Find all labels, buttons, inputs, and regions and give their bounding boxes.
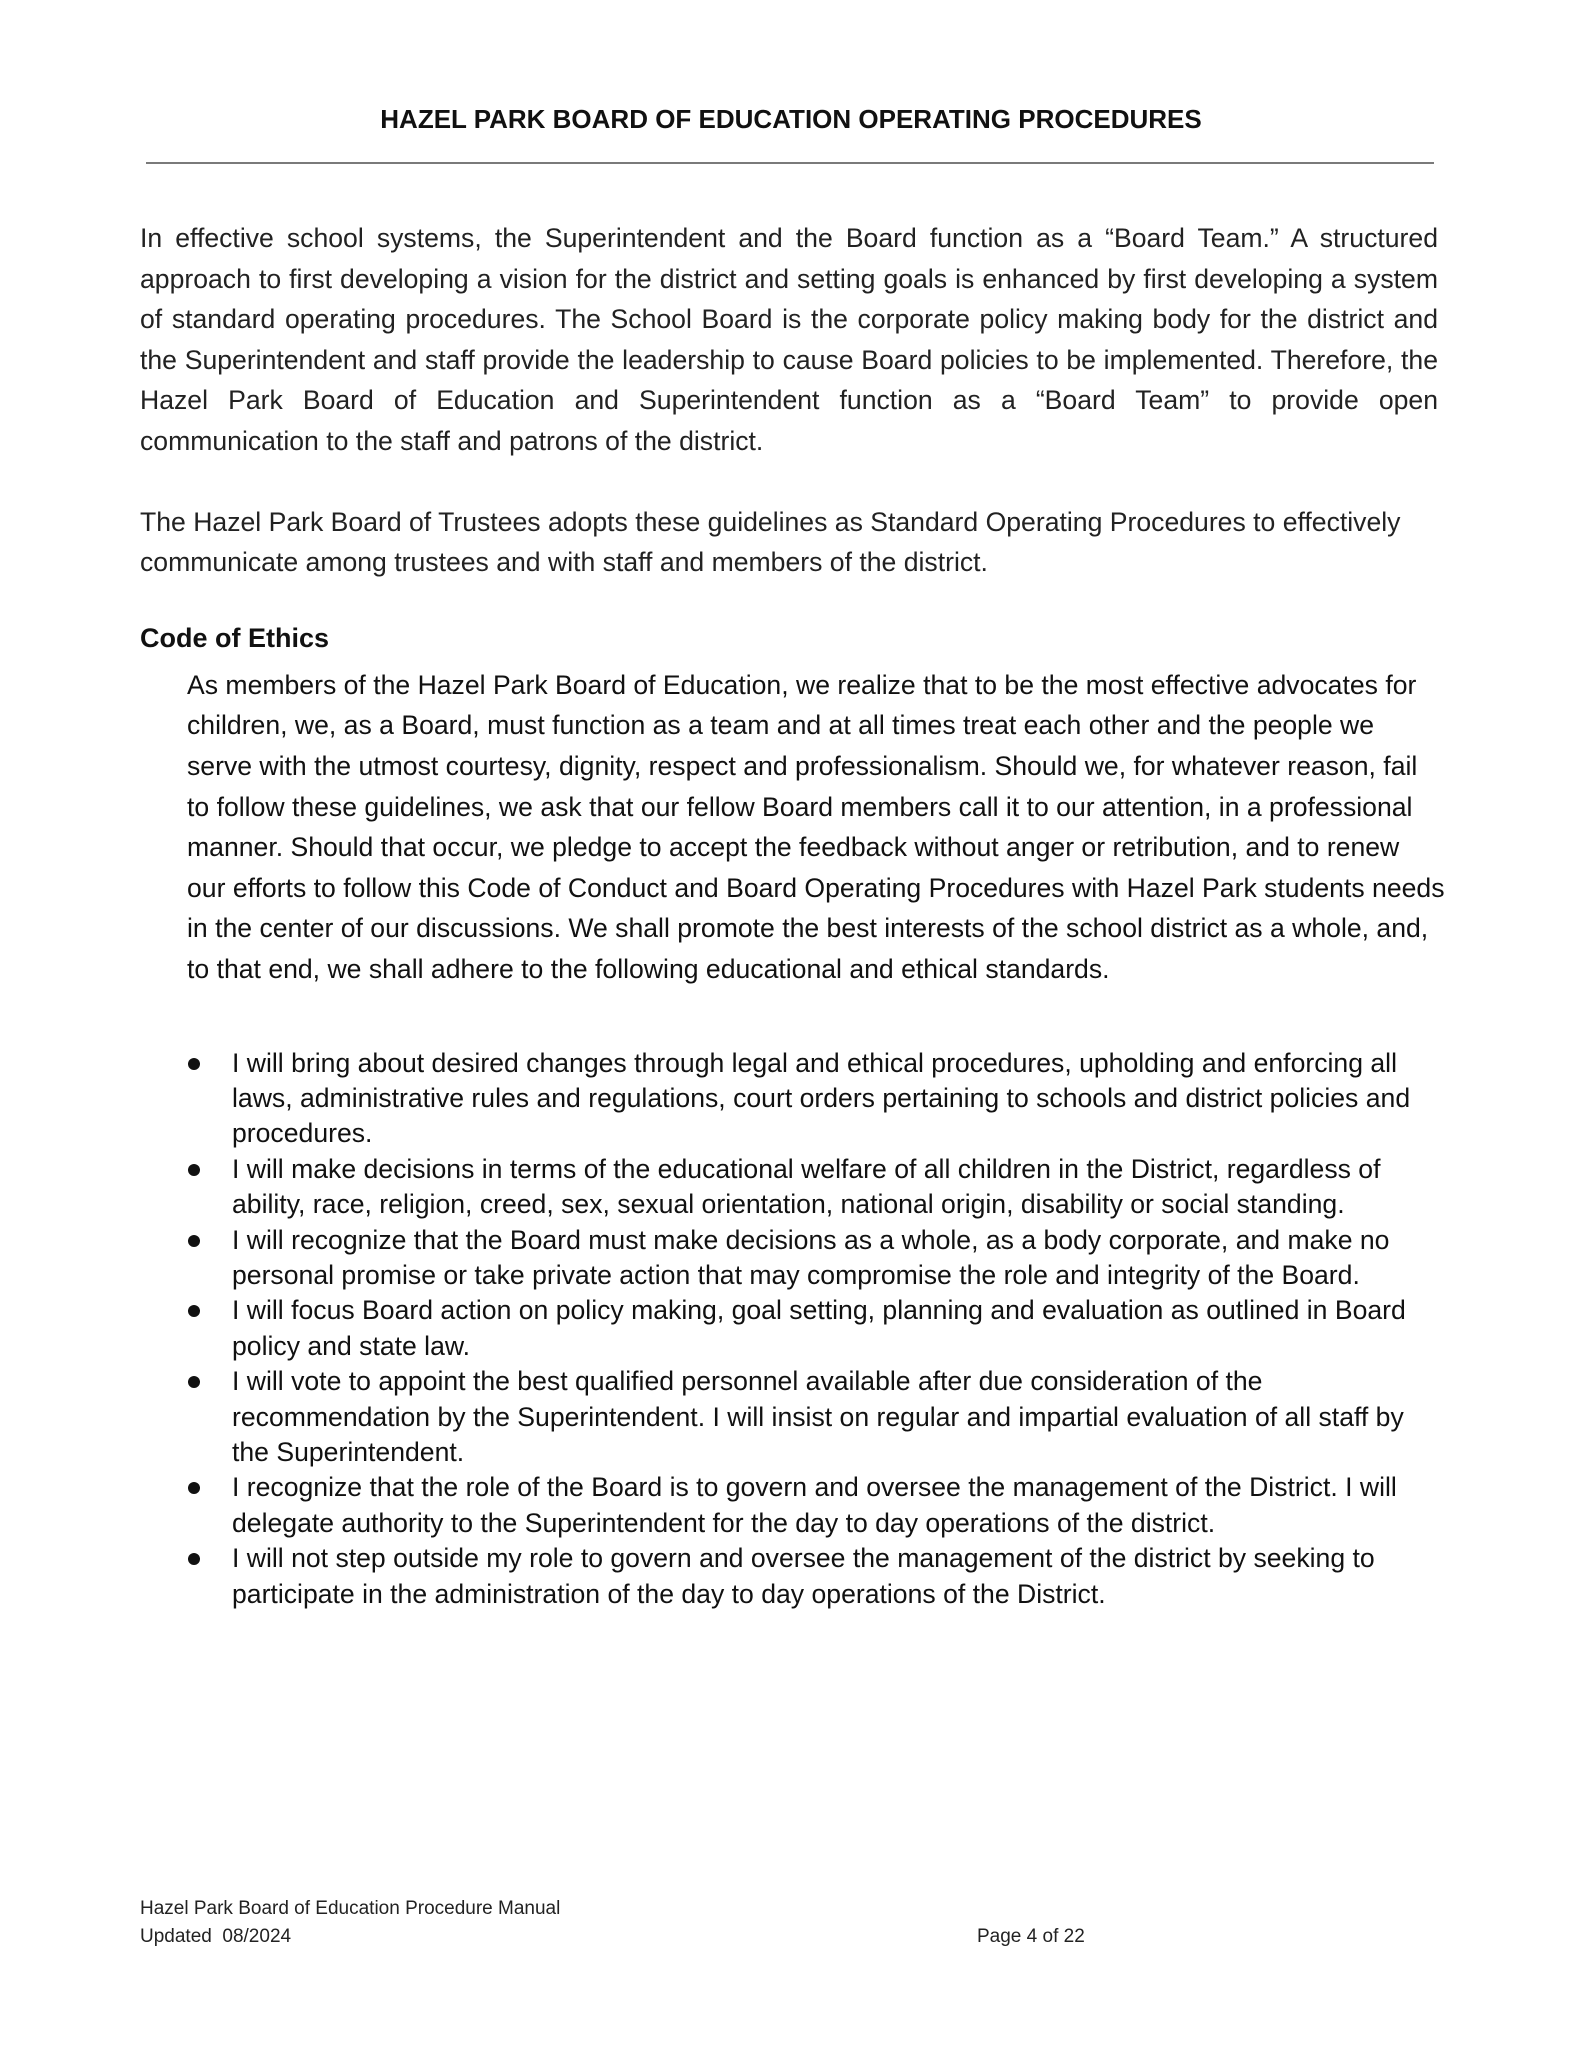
bullet-icon [188,1235,200,1247]
footer-page-number: Page 4 of 22 [977,1926,1085,1947]
bullet-icon [188,1553,200,1565]
bullet-icon [188,1305,200,1317]
list-item [140,1152,1432,1223]
bullet-icon [188,1376,200,1388]
ethics-standards-list [140,1046,1438,1613]
bullet-icon [188,1482,200,1494]
list-item-text: I will not step outside my role to govern and oversee the management of the district by seeking to participate in the administration of the day to day operations of the District. [232,1543,1375,1609]
bullet-icon [188,1058,200,1070]
list-item [140,1046,1432,1152]
footer-updated-date: Updated 08/2024 [140,1926,292,1947]
list-item-text: I will make decisions in terms of the educational welfare of all children in the District, regardless of ability, race, religion, creed, sex, sexual orientation, national origin, disability or social standing. [232,1153,1381,1220]
list-item-text: I will focus Board action on policy making, goal setting, planning and evaluation as outlined in Board policy and state law. [232,1295,1406,1361]
intro-paragraph-2: The Hazel Park Board of Trustees adopts these guidelines as Standard Operating Procedures to effectively communicate among trustees and with staff and members of the district. [140,506,1401,578]
list-item-text: I will bring about desired changes through legal and ethical procedures, upholding and enforcing all laws, administrative rules and regulations, court orders pertaining to schools and district policies and procedures. [232,1047,1411,1149]
list-item-text: I will recognize that the Board must make decisions as a whole, as a body corporate, and make no personal promise or take private action that may compromise the role and integrity of the Board. [232,1224,1390,1290]
list-item [140,1223,1432,1294]
intro-paragraph-1: In effective school systems, the Superintendent and the Board function as a “Board Team.” A structured approach to first developing a vision for the district and setting goals is enhanced by first developing a system of standard operating procedures. The School Board is the corporate policy making body for the district and the Superintendent and staff provide the leadership to cause Board policies to be implemented. Therefore, the Hazel Park Board of Education and Superintendent function as a “Board Team” to provide open communication to the staff and patrons of the district. [140,223,1438,456]
header-divider [146,162,1434,164]
section-heading-code-of-ethics: Code of Ethics [140,622,330,653]
list-item-text: I recognize that the role of the Board is to govern and oversee the management of the District. I will delegate authority to the Superintendent for the day to day operations of the district. [232,1472,1397,1538]
list-item-text: I will vote to appoint the best qualified personnel available after due consideration of the recommendation by the Superintendent. I will insist on regular and impartial evaluation of all staff by the Superintendent. [232,1366,1404,1467]
list-item [140,1470,1432,1541]
list-item [140,1364,1432,1470]
page-header-title: HAZEL PARK BOARD OF EDUCATION OPERATING PROCEDURES [380,104,1202,134]
bullet-icon [188,1164,200,1176]
page-content [140,218,1445,1612]
page-footer [140,1895,560,1951]
list-item [140,1541,1432,1612]
code-of-ethics-paragraph: As members of the Hazel Park Board of Education, we realize that to be the most effective advocates for children, we, as a Board, must function as a team and at all times treat each other and the people we serve with the utmost courtesy, dignity, respect and professionalism. Should we, for whatever reason, fail to follow these guidelines, we ask that our fellow Board members call it to our attention, in a professional manner. Should that occur, we pledge to accept the feedback without anger or retribution, and to renew our efforts to follow this Code of Conduct and Board Operating Procedures with Hazel Park students needs in the center of our discussions. We shall promote the best interests of the school district as a whole, and, to that end, we shall adhere to the following educational and ethical standards. [187,669,1445,984]
list-item [140,1293,1432,1364]
footer-manual-name: Hazel Park Board of Education Procedure Manual [140,1898,561,1919]
